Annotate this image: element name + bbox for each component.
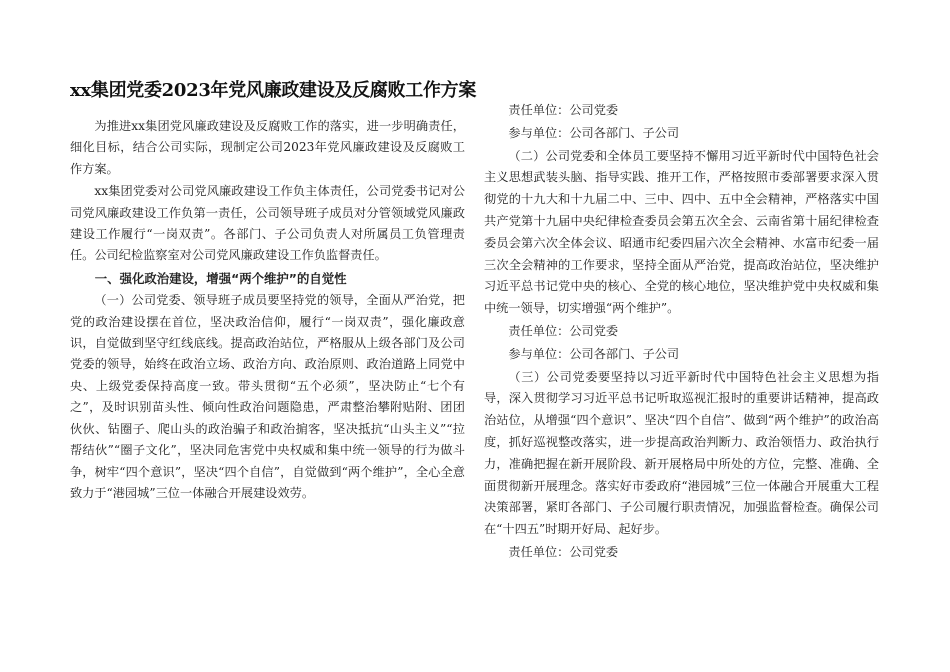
left-column [70, 66, 477, 505]
participating-unit-2: 参与单位：公司各部门、子公司 [508, 346, 680, 361]
item-3-paragraph: （三）公司党委要坚持以习近平新时代中国特色社会主义思想为指导，深入贯彻学习习近平总书记听取巡视汇报时的重要讲话精神，提高政治站位，从增强“四个意识”、坚决“四个自信”、做到“两个维护”的政治高度，抓好巡视整改落实，进一步提高政治判断力、政治领悟力、政治执行力，准确把握在新开展阶段、新开展格局中所处的方位，完整、准确、全面贯彻新开展理念。落实好市委政府“港园城”三位一体融合开展重大工程决策部署，紧盯各部门、子公司履行职责情况，加强监督检查。确保公司在“十四五”时期开好局、起好步。 [484, 369, 879, 537]
responsible-unit-3: 责任单位：公司党委 [508, 544, 619, 559]
item-2-paragraph: （二）公司党委和全体员工要坚持不懈用习近平新时代中国特色社会主义思想武装头脑、指导实践、推开工作，严格按照市委部署要求深入贯彻党的十九大和十九届二中、三中、四中、五中全会精神，严格落实中国共产党第十九届中央纪律检查委员会第五次全会、云南省第十届纪律检查委员会第六次全体会议、昭通市纪委四届六次全会精神、水富市纪委一届三次全会精神的工作要求，坚持全面从严治党，提高政治站位，坚决维护习近平总书记党中央的核心、全党的核心地位，坚决维护党中央权威和集中统一领导，切实增强“两个维护”。 [484, 148, 879, 316]
intro-paragraph: 为推进xx集团党风廉政建设及反腐败工作的落实，进一步明确责任，细化目标，结合公司实际，现制定公司2023年党风廉政建设及反腐败工作方案。 [70, 119, 465, 176]
responsible-unit-1: 责任单位：公司党委 [508, 103, 619, 117]
document-title: xx集团党委2023年党风廉政建设及反腐败工作方案 [70, 80, 477, 101]
participating-unit-1: 参与单位：公司各部门、子公司 [508, 125, 680, 140]
responsibility-paragraph: xx集团党委对公司党风廉政建设工作负主体责任，公司党委书记对公司党风廉政建设工作负第一责任，公司领导班子成员对分管领域党风廉政建设工作履行“一岗双责”。各部门、子公司负责人对所属员工负管理责任。公司纪检监察室对公司党风廉政建设工作负监督责任。 [70, 184, 465, 263]
responsible-unit-2: 责任单位：公司党委 [508, 323, 619, 338]
item-1-paragraph: （一）公司党委、领导班子成员要坚持党的领导，全面从严治党，把党的政治建设摆在首位，坚决政治信仰，履行“一岗双责”，强化廉政意识，自觉做到坚守红线底线。提高政治站位，严格服从上级各部门及公司党委的领导，始终在政治立场、政治方向、政治原则、政治道路上同党中央、上级党委保持高度一致。带头贯彻“五个必须”，坚决防止“七个有之”，及时识别苗头性、倾向性政治问题隐患，严肃整治攀附贴附、团团伙伙、钻圈子、爬山头的政治骗子和政治掮客，坚决抵抗“山头主义”“拉帮结伙”“圈子文化”，坚决同危害党中央权威和集中统一领导的行为做斗争，树牢“四个意识”，坚决“四个自信”，自觉做到“两个维护”，全心全意致力于“港园城”三位一体融合开展建设效劳。 [70, 293, 465, 500]
right-column [484, 100, 879, 565]
section-heading-1: 一、强化政治建设，增强“两个维护”的自觉性 [94, 270, 347, 286]
